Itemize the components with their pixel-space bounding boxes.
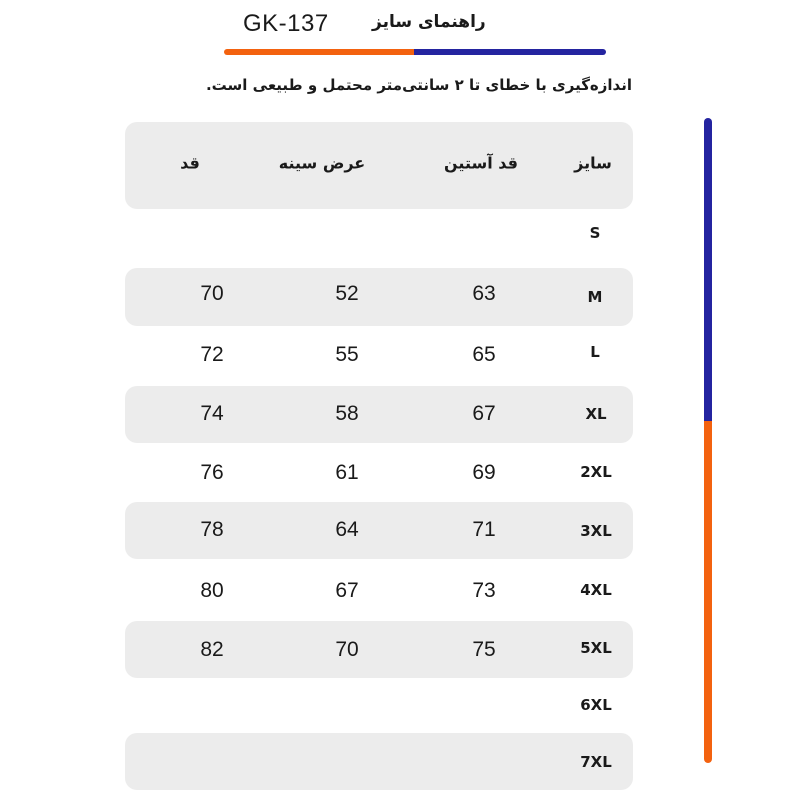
chest-value: 55	[335, 343, 359, 366]
size-label: 7XL	[580, 753, 612, 771]
sleeve-value: 75	[472, 638, 496, 661]
header-sleeve: قد آستین	[444, 153, 518, 173]
length-value: 82	[200, 638, 224, 661]
length-value: 76	[200, 461, 224, 484]
side-bar-orange-segment	[704, 421, 712, 763]
underline-orange-segment	[224, 49, 414, 55]
chest-value: 52	[335, 282, 359, 305]
size-label: 2XL	[580, 463, 612, 481]
sleeve-value: 65	[472, 343, 496, 366]
header-row-bg	[125, 122, 633, 209]
size-label: 3XL	[580, 522, 612, 540]
chest-value: 64	[335, 518, 359, 541]
chest-value: 70	[335, 638, 359, 661]
chest-value: 61	[335, 461, 359, 484]
row-bg-7xl	[125, 733, 633, 790]
size-label: S	[589, 224, 601, 242]
chest-value: 58	[335, 402, 359, 425]
length-value: 74	[200, 402, 224, 425]
underline-blue-segment	[414, 49, 606, 55]
sleeve-value: 69	[472, 461, 496, 484]
side-bar-blue-segment	[704, 118, 712, 421]
measurement-note: اندازه‌گیری با خطای تا ۲ سانتی‌متر محتمل و طبیعی است.	[205, 76, 632, 94]
size-label: 6XL	[580, 696, 612, 714]
title-underline	[224, 49, 606, 55]
length-value: 80	[200, 579, 224, 602]
length-value: 78	[200, 518, 224, 541]
title-fa: راهنمای سایز	[372, 12, 486, 32]
side-accent-bar	[704, 118, 712, 763]
length-value: 70	[200, 282, 224, 305]
size-label: L	[590, 343, 600, 361]
header-chest: عرض سینه	[278, 153, 366, 173]
header-length: قد	[180, 153, 200, 173]
sleeve-value: 63	[472, 282, 496, 305]
size-label: XL	[585, 405, 607, 423]
product-code: GK-137	[243, 10, 329, 37]
chest-value: 67	[335, 579, 359, 602]
size-label: 4XL	[580, 581, 612, 599]
sleeve-value: 73	[472, 579, 496, 602]
sleeve-value: 71	[472, 518, 496, 541]
sleeve-value: 67	[472, 402, 496, 425]
length-value: 72	[200, 343, 224, 366]
size-label: 5XL	[580, 639, 612, 657]
header-size: سایز	[574, 153, 612, 173]
size-label: M	[587, 288, 603, 306]
